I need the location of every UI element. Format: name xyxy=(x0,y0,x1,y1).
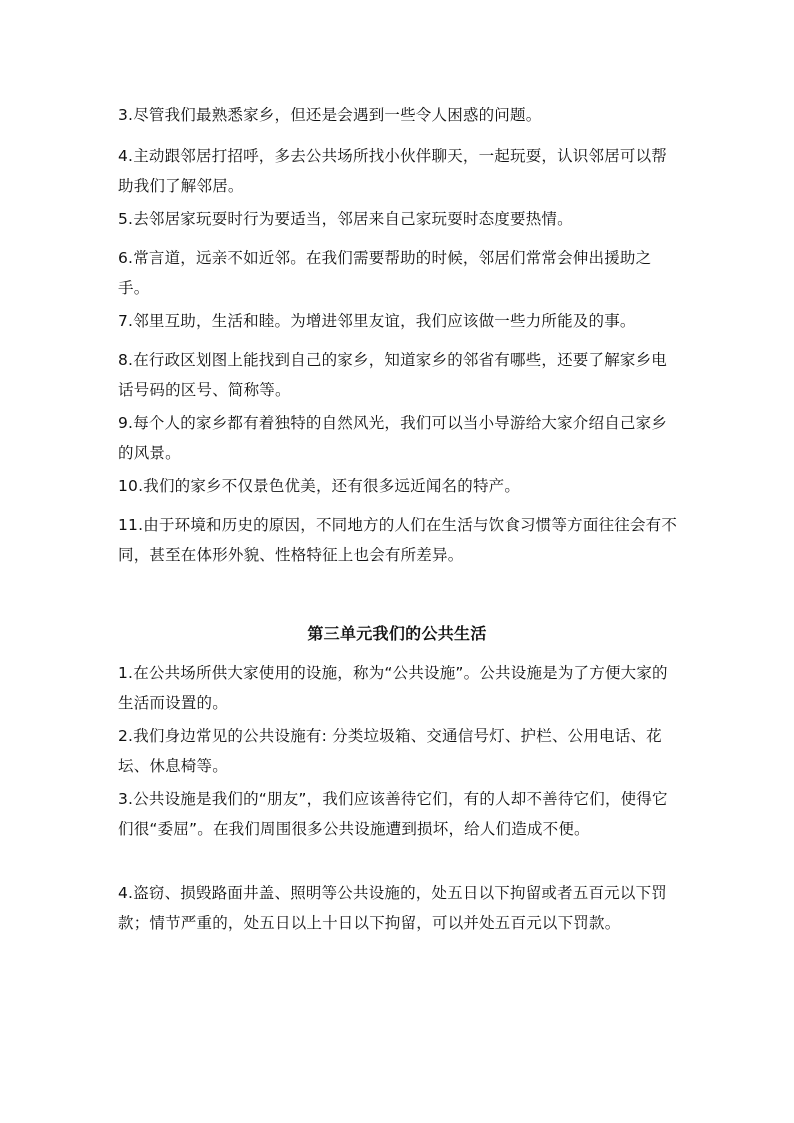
list-item: 4.盗窃、损毁路面井盖、照明等公共设施的，处五日以下拘留或者五百元以下罚款；情节严重的，处五日以上十日以下拘留，可以并处五百元以下罚款。 xyxy=(118,884,667,932)
list-item: 2.我们身边常见的公共设施有: 分类垃圾箱、交通信号灯、护栏、公用电话、花坛、休息椅等。 xyxy=(118,727,662,775)
list-unit3-item-3 xyxy=(118,784,680,844)
list-prev-section-item-11 xyxy=(118,510,680,570)
section-heading: 第三单元我们的公共生活 xyxy=(307,624,487,643)
list-unit3-item-2 xyxy=(118,721,680,781)
list-item: 4.主动跟邻居打招呼，多去公共场所找小伙伴聊天，一起玩耍，认识邻居可以帮助我们了解邻居。 xyxy=(118,147,667,195)
list-item: 7.邻里互助，生活和睦。为增进邻里友谊，我们应该做一些力所能及的事。 xyxy=(118,312,636,330)
list-prev-section-item-4 xyxy=(118,141,680,201)
list-prev-section-item-9 xyxy=(118,408,680,468)
list-unit3-item-4 xyxy=(118,878,680,938)
list-item: 1.在公共场所供大家使用的设施，称为“公共设施”。公共设施是为了方便大家的生活而设置的。 xyxy=(118,664,668,712)
list-prev-section-item-8 xyxy=(118,345,680,405)
list-prev-section xyxy=(118,100,680,130)
list-prev-section-item-7 xyxy=(118,306,680,336)
list-prev-section-item-10 xyxy=(118,471,680,501)
list-unit3-item-1 xyxy=(118,658,680,718)
list-item: 5.去邻居家玩耍时行为要适当，邻居来自己家玩耍时态度要热情。 xyxy=(118,210,573,228)
list-prev-section-item-5 xyxy=(118,204,680,234)
list-item: 9.每个人的家乡都有着独特的自然风光，我们可以当小导游给大家介绍自己家乡的风景。 xyxy=(118,414,667,462)
list-item: 11.由于环境和历史的原因，不同地方的人们在生活与饮食习惯等方面往往会有不同，甚至在体形外貌、性格特征上也会有所差异。 xyxy=(118,516,678,564)
list-prev-section-item-6 xyxy=(118,243,680,303)
list-item: 10.我们的家乡不仅景色优美，还有很多远近闻名的特产。 xyxy=(118,477,521,495)
list-item: 8.在行政区划图上能找到自己的家乡，知道家乡的邻省有哪些，还要了解家乡电话号码的区号、简称等。 xyxy=(118,351,667,399)
list-item: 3.尽管我们最熟悉家乡，但还是会遇到一些令人困惑的问题。 xyxy=(118,106,542,124)
list-item: 6.常言道，远亲不如近邻。在我们需要帮助的时候，邻居们常常会伸出援助之手。 xyxy=(118,249,652,297)
list-item: 3.公共设施是我们的“朋友”，我们应该善待它们，有的人却不善待它们，使得它们很“委屈”。在我们周围很多公共设施遭到损坏，给人们造成不便。 xyxy=(118,790,668,838)
